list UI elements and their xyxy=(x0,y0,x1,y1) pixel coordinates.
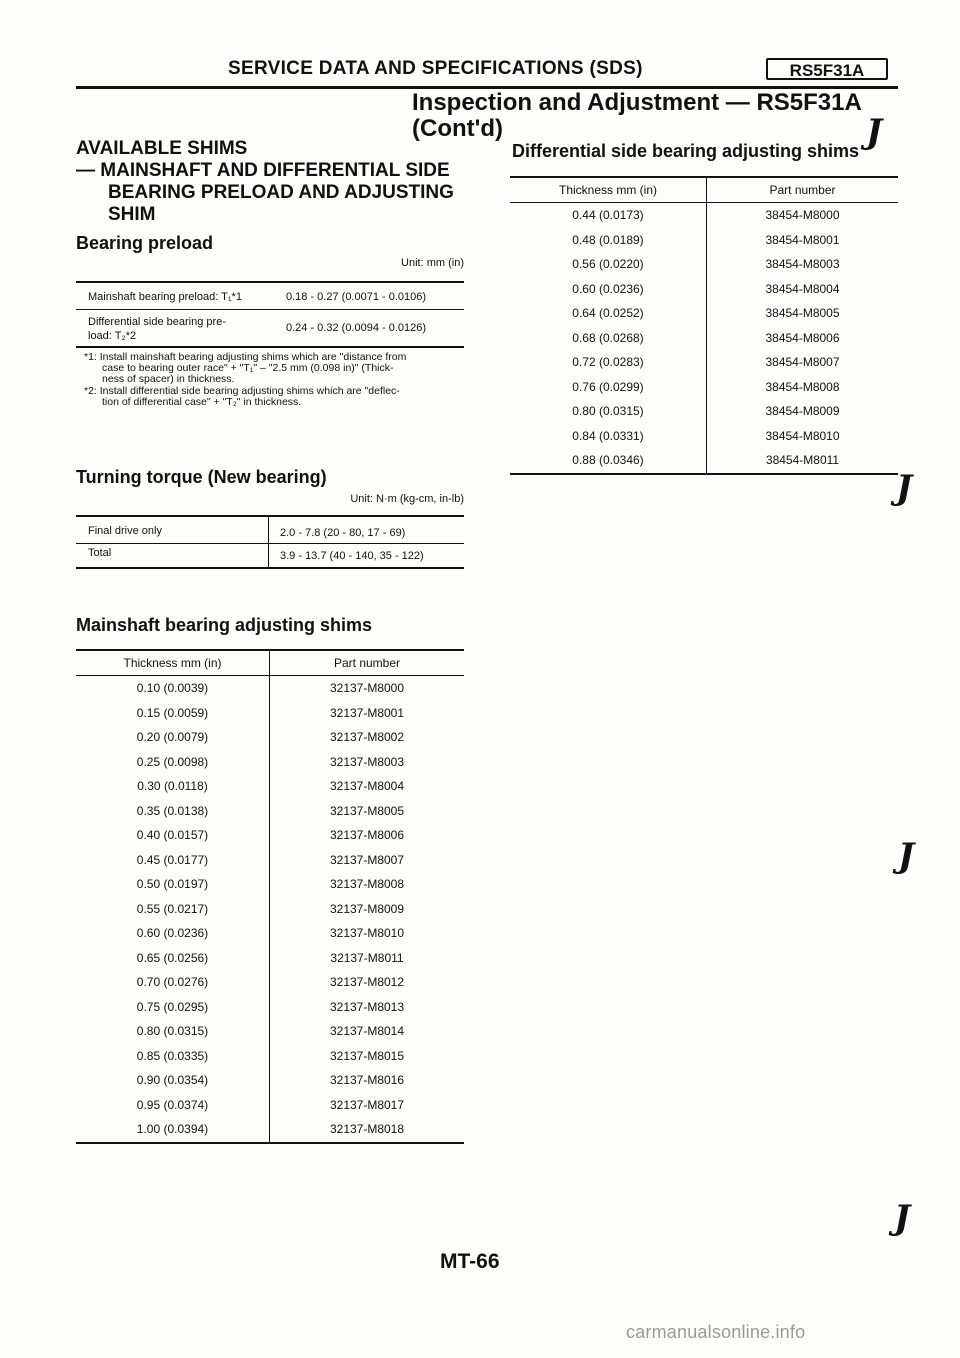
torque-label-total: Total xyxy=(88,547,112,559)
table-row xyxy=(76,897,464,922)
shim-part-number-cell: 32137-M8005 xyxy=(329,803,405,818)
shim-thickness-cell: 0.72 (0.0283) xyxy=(510,350,707,375)
differential-shims-table xyxy=(510,176,898,475)
shim-thickness-cell: 0.40 (0.0157) xyxy=(76,823,270,848)
shim-thickness-cell: 0.88 (0.0346) xyxy=(510,448,707,474)
shim-part-number-cell: 32137-M8017 xyxy=(329,1097,405,1112)
watermark-text: carmanualsonline.info xyxy=(626,1322,806,1342)
turning-torque-unit: Unit: N·m (kg-cm, in-lb) xyxy=(350,493,464,505)
table-row xyxy=(76,701,464,726)
shim-part-number-cell: 32137-M8010 xyxy=(329,926,405,941)
margin-check-mark: J xyxy=(898,836,915,876)
table-row xyxy=(510,277,898,302)
differential-shims-heading: Differential side bearing adjusting shims xyxy=(512,141,860,161)
col-header-part-number: Part number xyxy=(270,650,465,676)
torque-table-top-rule xyxy=(76,515,464,517)
table-row xyxy=(510,203,898,228)
shim-thickness-cell: 0.70 (0.0276) xyxy=(76,970,270,995)
torque-table-bottom-rule xyxy=(76,567,464,569)
shim-part-number-cell: 32137-M8000 xyxy=(329,681,405,696)
shim-thickness-cell: 0.95 (0.0374) xyxy=(76,1093,270,1118)
shim-part-number-cell: 38454-M8000 xyxy=(765,208,840,223)
shim-thickness-cell: 0.80 (0.0315) xyxy=(510,399,707,424)
preload-note-1c: ness of spacer) in thickness. xyxy=(102,373,235,385)
torque-value-total: 3.9 - 13.7 (40 - 140, 35 - 122) xyxy=(280,550,424,562)
preload-note-2b: tion of differential case" + "T₂" in thickness. xyxy=(102,396,302,408)
table-row xyxy=(76,1044,464,1069)
bearing-preload-unit: Unit: mm (in) xyxy=(401,257,464,269)
page-number: MT-66 xyxy=(440,1250,500,1273)
torque-label-final-drive: Final drive only xyxy=(88,525,162,537)
preload-table-bottom-rule xyxy=(76,346,464,348)
shim-thickness-cell: 0.60 (0.0236) xyxy=(76,921,270,946)
shim-part-number-cell: 32137-M8007 xyxy=(329,852,405,867)
shim-part-number-cell: 32137-M8003 xyxy=(329,754,405,769)
table-header-row xyxy=(76,650,464,676)
available-shims-heading-line2: — MAINSHAFT AND DIFFERENTIAL SIDE xyxy=(76,160,450,181)
preload-note-1: *1: Install mainshaft bearing adjusting shims which are "distance from xyxy=(84,351,407,363)
shim-thickness-cell: 0.76 (0.0299) xyxy=(510,375,707,400)
shim-part-number-cell: 32137-M8015 xyxy=(329,1048,405,1063)
shim-part-number-cell: 38454-M8004 xyxy=(765,281,840,296)
shim-thickness-cell: 0.35 (0.0138) xyxy=(76,799,270,824)
shim-part-number-cell: 32137-M8018 xyxy=(329,1122,405,1137)
mainshaft-shims-heading: Mainshaft bearing adjusting shims xyxy=(76,615,373,635)
table-row xyxy=(76,774,464,799)
shim-part-number-cell: 38454-M8006 xyxy=(765,330,840,345)
shim-part-number-cell: 32137-M8014 xyxy=(329,1024,405,1039)
shim-thickness-cell: 0.85 (0.0335) xyxy=(76,1044,270,1069)
shim-thickness-cell: 0.30 (0.0118) xyxy=(76,774,270,799)
shim-thickness-cell: 1.00 (0.0394) xyxy=(76,1117,270,1143)
shim-thickness-cell: 0.25 (0.0098) xyxy=(76,750,270,775)
shim-part-number-cell: 32137-M8012 xyxy=(329,975,405,990)
preload-note-2: *2: Install differential side bearing adjusting shims which are "deflec- xyxy=(84,385,400,397)
available-shims-heading-line4: SHIM xyxy=(108,204,156,225)
table-row xyxy=(510,228,898,253)
table-row xyxy=(76,995,464,1020)
shim-thickness-cell: 0.50 (0.0197) xyxy=(76,872,270,897)
preload-value-differential: 0.24 - 0.32 (0.0094 - 0.0126) xyxy=(286,322,427,334)
margin-check-mark: J xyxy=(894,1198,911,1238)
shim-part-number-cell: 32137-M8011 xyxy=(330,950,404,965)
torque-value-final-drive: 2.0 - 7.8 (20 - 80, 17 - 69) xyxy=(280,527,406,539)
section-subtitle: Inspection and Adjustment — RS5F31A xyxy=(412,89,862,116)
preload-table-row-rule xyxy=(76,309,464,310)
section-subtitle-cont: (Cont'd) xyxy=(412,115,503,142)
shim-thickness-cell: 0.10 (0.0039) xyxy=(76,676,270,701)
preload-label-differential: Differential side bearing pre- xyxy=(88,316,226,328)
table-row xyxy=(76,1093,464,1118)
shim-part-number-cell: 32137-M8004 xyxy=(329,779,405,794)
preload-table-top-rule xyxy=(76,281,464,283)
shim-part-number-cell: 32137-M8002 xyxy=(329,730,405,745)
shim-thickness-cell: 0.20 (0.0079) xyxy=(76,725,270,750)
preload-label-mainshaft: Mainshaft bearing preload: T₁*1 xyxy=(88,291,242,303)
table-row xyxy=(76,1068,464,1093)
table-row xyxy=(510,424,898,449)
shim-part-number-cell: 38454-M8008 xyxy=(765,379,840,394)
shim-part-number-cell: 38454-M8009 xyxy=(765,404,840,419)
available-shims-heading-line3: BEARING PRELOAD AND ADJUSTING xyxy=(108,182,454,203)
shim-thickness-cell: 0.48 (0.0189) xyxy=(510,228,707,253)
mainshaft-shims-table xyxy=(76,649,464,1144)
shim-part-number-cell: 32137-M8006 xyxy=(329,828,405,843)
shim-thickness-cell: 0.65 (0.0256) xyxy=(76,946,270,971)
shim-part-number-cell: 38454-M8010 xyxy=(765,428,840,443)
shim-thickness-cell: 0.64 (0.0252) xyxy=(510,301,707,326)
available-shims-heading: AVAILABLE SHIMS xyxy=(76,138,248,159)
table-row xyxy=(76,750,464,775)
shim-thickness-cell: 0.56 (0.0220) xyxy=(510,252,707,277)
preload-note-1b: case to bearing outer race" + "T₁" – "2.5 mm (0.098 in)" (Thick- xyxy=(102,362,394,374)
shim-thickness-cell: 0.80 (0.0315) xyxy=(76,1019,270,1044)
col-header-part-number: Part number xyxy=(707,177,899,203)
table-row xyxy=(76,1019,464,1044)
table-row xyxy=(510,350,898,375)
table-row xyxy=(510,448,898,474)
table-row xyxy=(76,872,464,897)
table-row xyxy=(510,326,898,351)
section-code-badge: RS5F31A xyxy=(766,58,888,80)
torque-table-row-rule xyxy=(76,543,464,544)
shim-part-number-cell: 38454-M8003 xyxy=(765,257,840,272)
shim-part-number-cell: 38454-M8005 xyxy=(765,306,840,321)
shim-thickness-cell: 0.45 (0.0177) xyxy=(76,848,270,873)
shim-part-number-cell: 38454-M8011 xyxy=(765,453,840,468)
bearing-preload-heading: Bearing preload xyxy=(76,233,214,253)
preload-value-mainshaft: 0.18 - 0.27 (0.0071 - 0.0106) xyxy=(286,291,427,303)
table-row xyxy=(510,252,898,277)
shim-thickness-cell: 0.15 (0.0059) xyxy=(76,701,270,726)
table-row xyxy=(76,823,464,848)
shim-thickness-cell: 0.68 (0.0268) xyxy=(510,326,707,351)
table-row xyxy=(76,946,464,971)
margin-check-mark: J xyxy=(866,112,883,152)
table-row xyxy=(76,676,464,701)
table-row xyxy=(76,848,464,873)
shim-part-number-cell: 32137-M8001 xyxy=(329,705,405,720)
shim-part-number-cell: 38454-M8001 xyxy=(765,232,840,247)
table-row xyxy=(76,725,464,750)
col-header-thickness: Thickness mm (in) xyxy=(76,650,270,676)
turning-torque-heading: Turning torque (New bearing) xyxy=(76,467,327,487)
shim-part-number-cell: 38454-M8007 xyxy=(765,355,840,370)
table-row xyxy=(510,399,898,424)
table-row xyxy=(76,921,464,946)
shim-thickness-cell: 0.44 (0.0173) xyxy=(510,203,707,228)
shim-part-number-cell: 32137-M8013 xyxy=(329,999,405,1014)
table-row xyxy=(76,970,464,995)
shim-part-number-cell: 32137-M8009 xyxy=(329,901,405,916)
shim-thickness-cell: 0.90 (0.0354) xyxy=(76,1068,270,1093)
col-header-thickness: Thickness mm (in) xyxy=(510,177,707,203)
table-row xyxy=(510,375,898,400)
table-header-row xyxy=(510,177,898,203)
shim-thickness-cell: 0.75 (0.0295) xyxy=(76,995,270,1020)
torque-table-col-divider xyxy=(268,517,269,567)
shim-thickness-cell: 0.55 (0.0217) xyxy=(76,897,270,922)
preload-label-differential-line2: load: T₂*2 xyxy=(88,330,137,342)
table-row xyxy=(76,799,464,824)
shim-part-number-cell: 32137-M8008 xyxy=(329,877,405,892)
shim-thickness-cell: 0.84 (0.0331) xyxy=(510,424,707,449)
page-header-title: SERVICE DATA AND SPECIFICATIONS (SDS) xyxy=(228,58,643,79)
shim-thickness-cell: 0.60 (0.0236) xyxy=(510,277,707,302)
table-row xyxy=(510,301,898,326)
table-row xyxy=(76,1117,464,1143)
shim-part-number-cell: 32137-M8016 xyxy=(329,1073,405,1088)
margin-check-mark: J xyxy=(896,468,913,508)
